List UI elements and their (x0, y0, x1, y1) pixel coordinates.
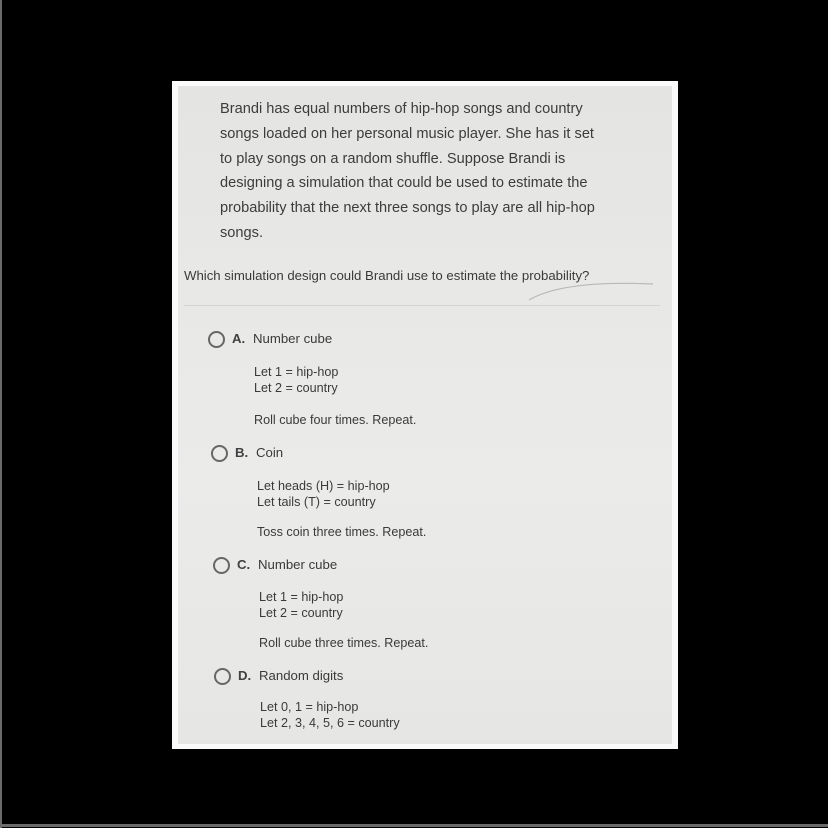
passage-line: songs loaded on her personal music player. She has it set (220, 125, 594, 142)
answer-option-a[interactable] (208, 331, 548, 427)
option-rules (254, 364, 338, 396)
option-action: Toss coin three times. Repeat. (257, 525, 427, 539)
option-rules (259, 589, 343, 621)
frame-left-edge (0, 0, 2, 828)
option-letter: D. (238, 668, 252, 683)
option-title: Random digits (259, 668, 344, 683)
option-letter: B. (235, 445, 249, 460)
answer-option-b[interactable] (211, 445, 551, 539)
option-action: Roll cube three times. Repeat. (259, 636, 429, 650)
option-rules (257, 478, 390, 510)
passage-line: Brandi has equal numbers of hip-hop songs and country (220, 101, 583, 117)
radio-button-a[interactable] (208, 331, 225, 348)
option-letter: A. (232, 331, 246, 346)
radio-button-b[interactable] (211, 445, 228, 462)
passage-line: designing a simulation that could be used to estimate the (220, 175, 588, 192)
option-title: Number cube (258, 557, 338, 572)
option-title: Coin (256, 445, 284, 460)
answer-option-c[interactable] (213, 557, 553, 650)
option-rule: Let 1 = hip-hop (259, 590, 344, 604)
question-paper (172, 81, 678, 749)
answer-option-d[interactable] (214, 668, 554, 730)
option-rule: Let 2 = country (259, 606, 343, 620)
option-rules (260, 699, 400, 731)
option-action: Roll cube four times. Repeat. (254, 413, 417, 427)
option-rule: Let tails (T) = country (257, 495, 376, 509)
option-rule: Let 2 = country (254, 381, 338, 395)
option-rule: Let 0, 1 = hip-hop (260, 700, 359, 714)
radio-button-d[interactable] (214, 668, 231, 685)
question-divider (184, 305, 660, 306)
option-rule: Let 2, 3, 4, 5, 6 = country (260, 716, 400, 730)
passage-text (220, 97, 640, 246)
radio-button-c[interactable] (213, 557, 230, 574)
frame-bottom-edge (0, 824, 828, 827)
option-title: Number cube (253, 331, 333, 346)
option-rule: Let heads (H) = hip-hop (257, 479, 390, 493)
option-rule: Let 1 = hip-hop (254, 365, 339, 379)
question-prompt: Which simulation design could Brandi use to estimate the probability? (184, 268, 590, 283)
passage-line: probability that the next three songs to play are all hip-hop (220, 200, 595, 217)
passage-line: songs. (220, 224, 263, 241)
passage-line: to play songs on a random shuffle. Suppose Brandi is (220, 150, 566, 167)
question-panel (178, 86, 672, 744)
option-letter: C. (237, 557, 251, 572)
